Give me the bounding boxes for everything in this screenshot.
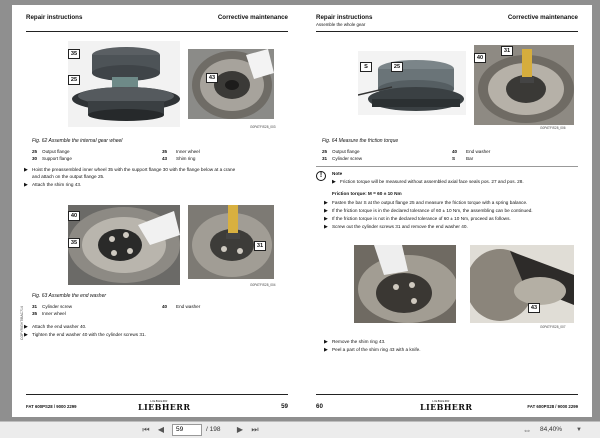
callout-40: 40 — [68, 211, 80, 221]
instruction-step: ▶ Attach the shim ring 43. — [24, 182, 82, 188]
header-section-left: Corrective maintenance — [217, 14, 288, 21]
instruction-step: ▶ If the friction torque is in the declared tolerance of 60 ± 10 Nm, the assembling can be continued. — [324, 208, 533, 214]
liebherr-logo — [138, 399, 191, 412]
page-number: 59 — [281, 403, 288, 410]
logo-wordmark: LIEBHERR — [138, 402, 191, 412]
note-text: ▶ Friction torque will be measured without assembled axial face seals pos. 27 and pos. 28. — [332, 179, 524, 185]
legend-number: 35 — [32, 310, 38, 316]
step-text: Attach the shim ring 43. — [32, 182, 82, 187]
callout-40: 40 — [474, 53, 486, 63]
instruction-step: ▶ Peel a part of the shim ring 43 with a knife. — [324, 347, 421, 353]
legend-number: 43 — [162, 155, 168, 161]
callout-S: S — [360, 62, 372, 72]
instruction-step: ▶ Fasten the bar S at the output flange 25 and measure the friction torque with a spring balance. — [324, 200, 528, 206]
pdf-page-right — [302, 5, 592, 417]
instruction-step: ▶ If the friction torque is not in the declared tolerance of 60 ± 10 Nm, proceed as follows. — [324, 216, 511, 222]
legend-number: S — [452, 155, 456, 161]
next-page-button[interactable]: ▶ — [236, 425, 244, 434]
logo-tagline: LIEBHERR — [432, 399, 450, 403]
legend-text: Cylinder screw — [332, 155, 363, 161]
callout-31: 31 — [501, 46, 513, 56]
step-text: Fasten the bar S at the output flange 25 and measure the friction torque with a spring balance. — [332, 200, 528, 205]
callout-25: 25 — [391, 62, 403, 72]
figure-legend — [32, 304, 200, 317]
legend-text: Bar — [466, 155, 474, 161]
figure-end-washer-photo — [68, 205, 180, 285]
legend-number: 35 — [162, 149, 168, 154]
instruction-step: ▶ Attach the end washer 40. — [24, 324, 87, 330]
side-document-code: COPYRIGHT/BAC714 — [20, 306, 24, 340]
figure-gear-top-view-photo — [474, 45, 574, 125]
legend-number: 31 — [322, 155, 328, 161]
instruction-step: ▶ Tighten the end washer 40 with the cylinder screws 31. — [24, 332, 146, 338]
step-text: Tighten the end washer 40 with the cylinder screws 31. — [32, 332, 146, 337]
callout-43: 43 — [528, 303, 540, 313]
legend-row — [32, 156, 200, 163]
zoom-dropdown-chevron-down-icon[interactable]: ▼ — [576, 427, 582, 433]
liebherr-logo — [420, 399, 473, 412]
pdf-navigation-toolbar — [0, 421, 600, 438]
step-text: If the friction torque is not in the declared tolerance of 60 ± 10 Nm, proceed as follows. — [332, 216, 511, 221]
legend-number: 25 — [322, 149, 328, 154]
callout-43: 43 — [206, 73, 218, 83]
legend-row — [32, 149, 200, 156]
legend-number: 25 — [32, 149, 38, 154]
fit-width-icon[interactable]: ⇔ — [522, 425, 532, 435]
step-text: Attach the end washer 40. — [32, 324, 87, 329]
note-rule — [316, 166, 578, 167]
legend-text: Inner wheel — [176, 149, 200, 154]
legend-number: 40 — [452, 149, 458, 154]
legend-text: Cylinder screw — [42, 304, 73, 309]
callout-25: 25 — [68, 75, 80, 85]
step-text: Hoist the preassembled inner wheel 35 with the support flange 30 with the flange below at a crane — [32, 167, 236, 172]
figure-legend — [32, 149, 200, 162]
page-number: 60 — [316, 403, 323, 410]
page-total-label: / 198 — [206, 426, 221, 433]
figure-friction-bar-photo — [358, 51, 466, 115]
zoom-level[interactable]: 84,40% — [540, 426, 563, 433]
step-text: If the friction torque is in the declared tolerance of 60 ± 10 Nm, the assembling can be continued. — [332, 208, 533, 213]
legend-number: 40 — [162, 304, 168, 309]
step-text: Remove the shim ring 43. — [332, 339, 386, 344]
page-number-input[interactable]: 59 — [172, 424, 202, 436]
figure-caption: Fig. 64 Measure the friction torque — [322, 138, 399, 144]
legend-number: 31 — [32, 304, 38, 309]
legend-row — [32, 304, 200, 311]
header-section-right: Corrective maintenance — [507, 14, 578, 21]
previous-page-button[interactable]: ◀ — [157, 425, 165, 434]
instruction-step: ▶ Hoist the preassembled inner wheel 35 with the support flange 30 with the flange below at a crane — [24, 167, 236, 173]
legend-row — [322, 156, 490, 163]
logo-tagline: LIEBHERR — [150, 399, 168, 403]
figure-shim-ring-photo — [188, 49, 274, 119]
legend-row — [32, 311, 200, 318]
instruction-step: ▶ Screw out the cylinder screws 31 and remove the end washer 40. — [324, 224, 468, 230]
note-body: Friction torque will be measured without assembled axial face seals pos. 27 and pos. 28. — [340, 179, 524, 184]
note-title: Note — [332, 171, 343, 176]
torque-spec: Friction torque: M = 60 ± 10 Nm — [332, 191, 402, 196]
legend-number: 30 — [32, 155, 38, 161]
legend-text: Inner wheel — [42, 310, 66, 316]
step-text: and attach on the output flange 25. — [32, 173, 105, 179]
figure-caption: Fig. 63 Assemble the end washer — [32, 293, 107, 299]
figure-code: G0PATFIS28_003 — [250, 125, 276, 129]
logo-wordmark: LIEBHERR — [420, 402, 473, 412]
header-rule — [26, 31, 288, 32]
legend-text: Shim ring — [176, 155, 196, 161]
figure-peel-shim-photo — [470, 245, 574, 323]
pdf-page-left — [12, 5, 302, 417]
footer-model-code: FAT 600PS28 / 9000 2299 — [527, 404, 578, 409]
legend-row — [322, 149, 490, 156]
legend-text: Output flange — [332, 149, 360, 154]
last-page-button[interactable]: ⏭ — [251, 425, 259, 434]
footer-rule — [26, 394, 288, 395]
legend-text: End washer — [466, 149, 491, 154]
footer-model-code: FAT 600PS28 / 9000 2299 — [26, 404, 77, 409]
instruction-step-continued — [32, 174, 282, 181]
figure-code: G0PATFIS28_004 — [250, 283, 276, 287]
header-rule — [316, 31, 578, 32]
callout-35: 35 — [68, 49, 80, 59]
header-title-left: Repair instructions — [26, 14, 83, 21]
figure-legend — [322, 149, 490, 162]
footer-rule — [316, 394, 578, 395]
header-subtitle: Assemble the whole gear — [316, 22, 366, 27]
legend-text: Support flange — [42, 155, 72, 161]
callout-35: 35 — [68, 238, 80, 248]
callout-31: 31 — [254, 241, 266, 251]
legend-text: Output flange — [42, 149, 70, 154]
header-title-left: Repair instructions — [316, 14, 373, 21]
figure-code: G0PATFIS28_007 — [540, 325, 566, 329]
figure-shim-ring-removal-photo — [354, 245, 456, 323]
figure-output-flange-photo — [68, 41, 180, 127]
first-page-button[interactable]: ⏮ — [142, 425, 150, 434]
step-text: Screw out the cylinder screws 31 and remove the end washer 40. — [332, 224, 468, 229]
info-icon: ! — [316, 171, 326, 181]
step-text: Peel a part of the shim ring 43 with a knife. — [332, 347, 421, 352]
legend-text: End washer — [176, 304, 201, 309]
figure-caption: Fig. 62 Assemble the internal gear wheel — [32, 138, 123, 144]
instruction-step: ▶ Remove the shim ring 43. — [324, 339, 386, 345]
figure-code: G0PATFIS28_006 — [540, 126, 566, 130]
